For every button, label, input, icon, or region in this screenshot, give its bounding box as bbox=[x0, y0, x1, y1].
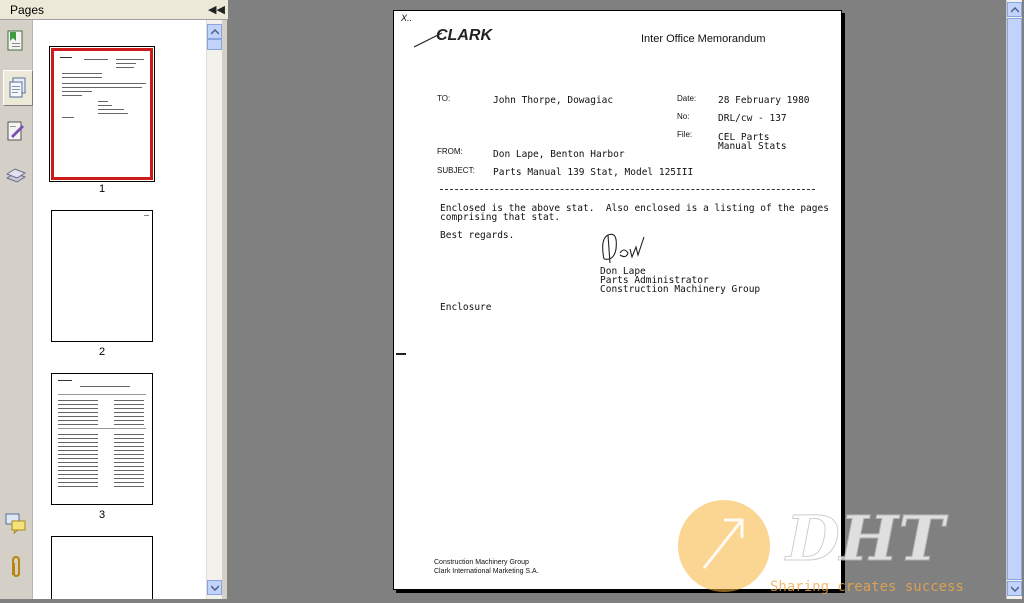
page-thumbnails-list bbox=[33, 20, 206, 599]
signer-group: Construction Machinery Group bbox=[600, 284, 761, 295]
memo-heading: Inter Office Memorandum bbox=[641, 33, 766, 45]
body-line-2: comprising that stat. bbox=[440, 212, 561, 223]
punch-mark bbox=[396, 353, 406, 355]
watermark-brand: DHT bbox=[786, 502, 945, 575]
enclosure-note: Enclosure bbox=[440, 302, 492, 313]
pages-panel-title: Pages bbox=[10, 3, 45, 17]
page-thumbnail[interactable] bbox=[51, 210, 153, 342]
scroll-down-icon[interactable] bbox=[207, 580, 222, 595]
footer-line-1: Construction Machinery Group bbox=[434, 559, 529, 566]
pages-panel-header bbox=[0, 0, 228, 20]
document-page bbox=[393, 10, 842, 590]
corner-mark: X.. bbox=[401, 13, 413, 23]
file-value-1: CEL Parts bbox=[718, 132, 770, 143]
scroll-down-icon[interactable] bbox=[1007, 581, 1022, 596]
navigation-icon-rail bbox=[0, 20, 33, 599]
thumbnails-scrollbar[interactable] bbox=[206, 20, 222, 599]
no-value: DRL/cw - 137 bbox=[718, 113, 787, 124]
date-label: Date: bbox=[677, 94, 697, 103]
from-label: FROM: bbox=[437, 147, 463, 156]
scroll-up-icon[interactable] bbox=[207, 24, 222, 39]
scrollbar-thumb[interactable] bbox=[1007, 18, 1022, 580]
page-thumbnail[interactable] bbox=[51, 536, 153, 599]
no-label: No: bbox=[677, 112, 690, 121]
closing-text: Best regards. bbox=[440, 230, 515, 241]
page-thumbnail[interactable] bbox=[51, 48, 153, 180]
signer-name: Don Lape bbox=[600, 266, 646, 277]
logo-text: CLARK bbox=[436, 27, 492, 44]
page-thumbnail-label: 1 bbox=[98, 183, 106, 195]
navigation-panel bbox=[0, 0, 228, 599]
clark-logo bbox=[412, 23, 498, 53]
pages-icon[interactable] bbox=[3, 70, 33, 106]
layers-icon[interactable] bbox=[4, 162, 28, 188]
handwritten-signature bbox=[598, 229, 650, 271]
double-left-arrow-icon[interactable]: ◀◀ bbox=[208, 3, 225, 16]
to-label: TO: bbox=[437, 94, 451, 103]
attachments-icon[interactable] bbox=[4, 554, 28, 580]
from-value: Don Lape, Benton Harbor bbox=[493, 149, 625, 160]
date-value: 28 February 1980 bbox=[718, 95, 810, 106]
page-thumbnail[interactable] bbox=[51, 373, 153, 505]
scroll-up-icon[interactable] bbox=[1007, 2, 1022, 17]
to-value: John Thorpe, Dowagiac bbox=[493, 95, 614, 106]
subject-label: SUBJECT: bbox=[437, 166, 475, 175]
scrollbar-thumb[interactable] bbox=[207, 39, 222, 50]
signatures-icon[interactable] bbox=[4, 118, 28, 144]
file-label: File: bbox=[677, 130, 693, 139]
footer-line-2: Clark International Marketing S.A. bbox=[434, 568, 539, 575]
page-thumbnail-label: 3 bbox=[98, 509, 106, 521]
comments-icon[interactable] bbox=[4, 510, 28, 536]
bookmarks-icon[interactable] bbox=[4, 28, 28, 54]
page-thumbnail-label: 2 bbox=[98, 346, 106, 358]
signer-title: Parts Administrator bbox=[600, 275, 709, 286]
body-line-1: Enclosed is the above stat. Also enclosed is a listing of the pages bbox=[440, 203, 829, 214]
watermark-tagline: Sharing creates success bbox=[770, 579, 964, 595]
separator-line bbox=[440, 189, 815, 190]
document-scrollbar[interactable] bbox=[1006, 0, 1022, 599]
file-value-2: Manual Stats bbox=[718, 141, 787, 152]
subject-value: Parts Manual 139 Stat, Model 125III bbox=[493, 167, 694, 178]
